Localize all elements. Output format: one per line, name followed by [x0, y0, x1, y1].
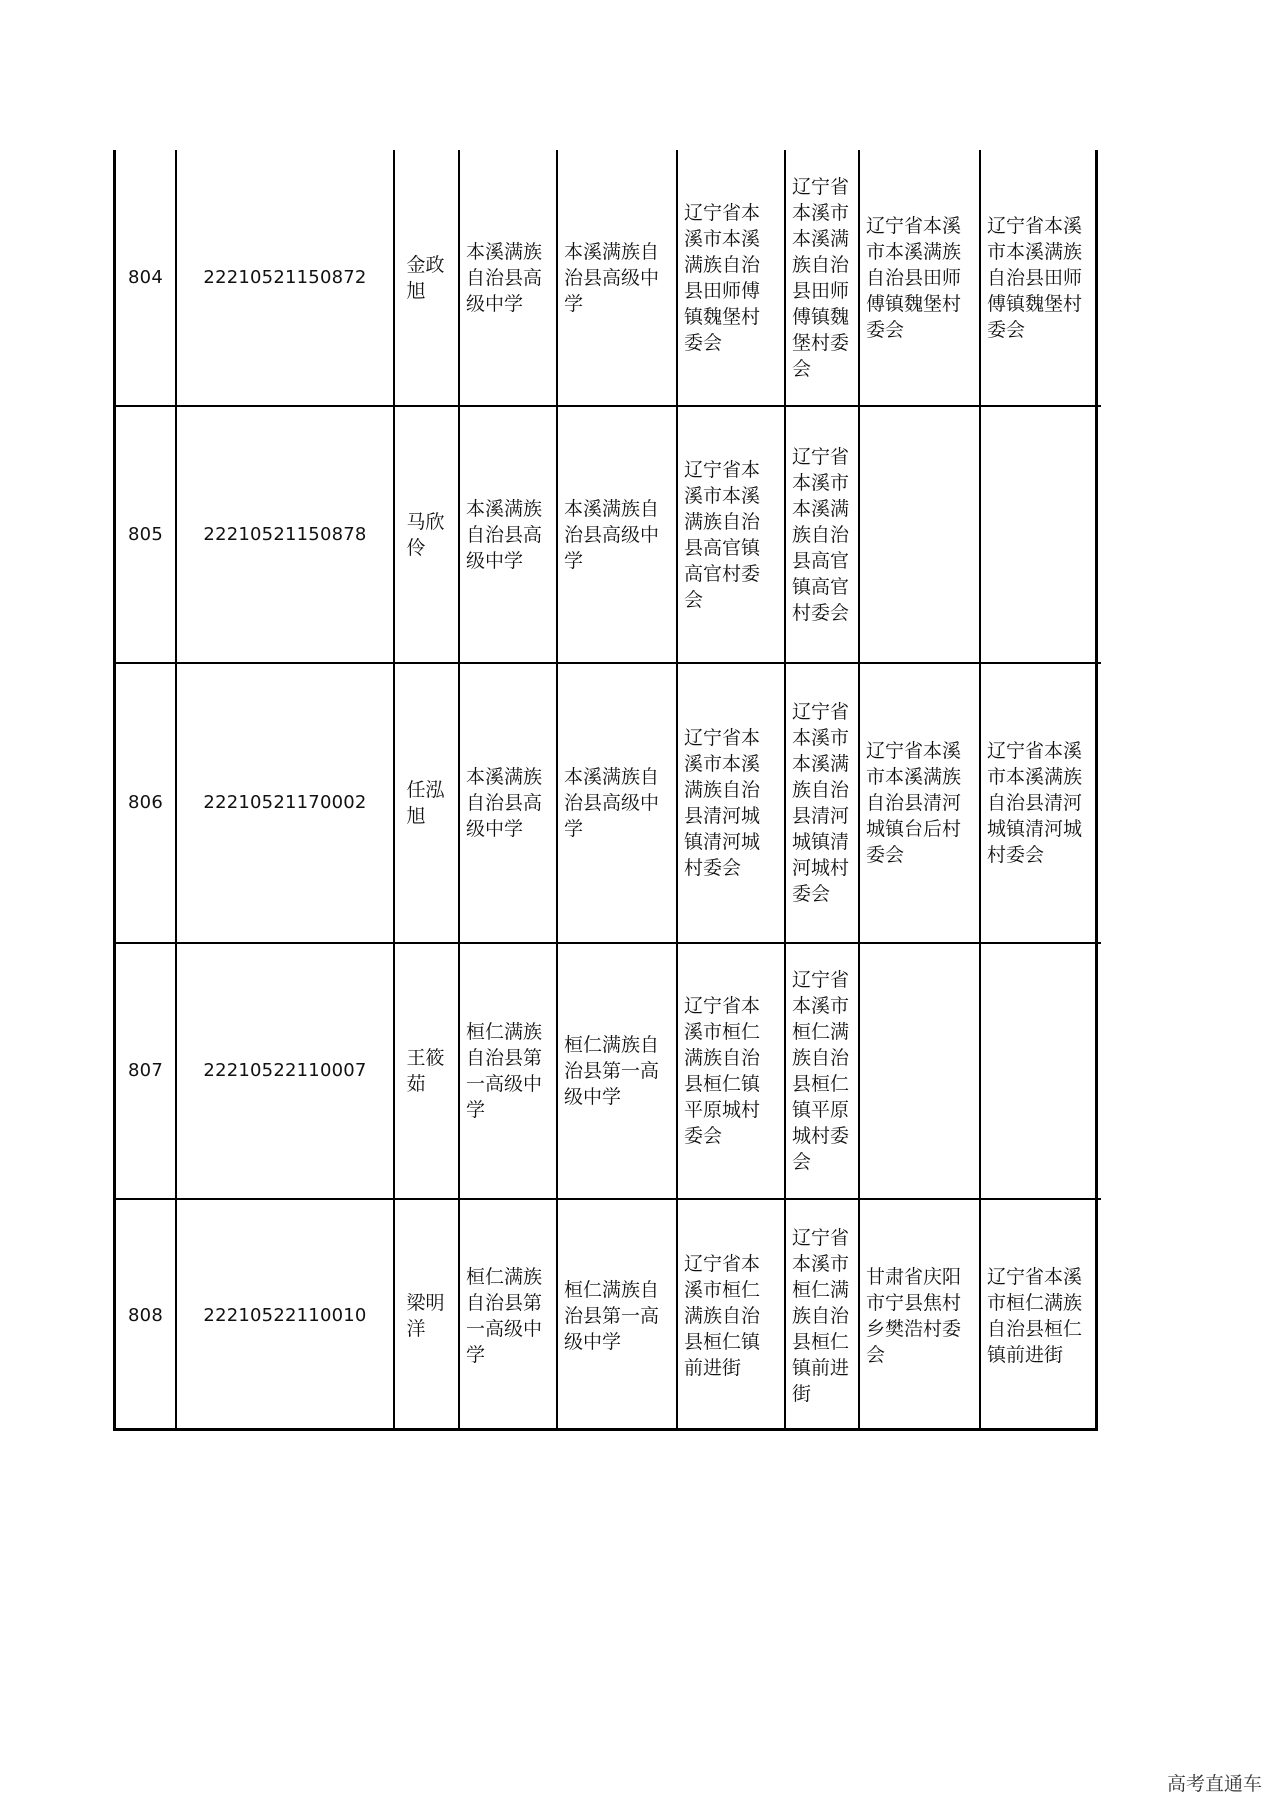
watermark-text: 高考直通车 [1166, 1773, 1262, 1795]
student-name [394, 150, 459, 406]
graduating-school: 本溪满族自治县高级中学 [459, 150, 557, 406]
student-name-text: 王筱茹 [406, 1047, 445, 1095]
row-number: 806 [116, 663, 176, 943]
address-1: 辽宁省本溪市桓仁满族自治县桓仁镇前进街 [677, 1199, 785, 1431]
address-1: 辽宁省本溪市本溪满族自治县高官镇高官村委会 [677, 406, 785, 663]
address-2: 辽宁省本溪市本溪满族自治县高官镇高官村委会 [785, 406, 859, 663]
table-row [116, 1199, 1101, 1431]
exam-id: 22210521150878 [176, 406, 394, 663]
exam-id: 22210521170002 [176, 663, 394, 943]
address-4 [980, 943, 1101, 1199]
address-1: 辽宁省本溪市本溪满族自治县田师傅镇魏堡村委会 [677, 150, 785, 406]
address-3 [859, 943, 980, 1199]
table-row [116, 406, 1101, 663]
address-1: 辽宁省本溪市桓仁满族自治县桓仁镇平原城村委会 [677, 943, 785, 1199]
address-2: 辽宁省本溪市桓仁满族自治县桓仁镇平原城村委会 [785, 943, 859, 1199]
graduating-school: 本溪满族自治县高级中学 [459, 406, 557, 663]
row-number: 807 [116, 943, 176, 1199]
student-name-text: 任泓旭 [406, 779, 445, 827]
roster-table-container [113, 150, 1098, 1431]
address-4: 辽宁省本溪市本溪满族自治县田师傅镇魏堡村委会 [980, 150, 1101, 406]
enrolled-school: 本溪满族自治县高级中学 [557, 150, 677, 406]
table-row [116, 663, 1101, 943]
student-name-text: 马欣伶 [406, 510, 445, 559]
exam-id: 22210522110010 [176, 1199, 394, 1431]
row-number: 804 [116, 150, 176, 406]
graduating-school: 桓仁满族自治县第一高级中学 [459, 1199, 557, 1431]
student-name [394, 1199, 459, 1431]
student-name [394, 943, 459, 1199]
roster-table [116, 150, 1101, 1431]
address-3: 甘肃省庆阳市宁县焦村乡樊浩村委会 [859, 1199, 980, 1431]
row-number: 805 [116, 406, 176, 663]
enrolled-school: 本溪满族自治县高级中学 [557, 663, 677, 943]
address-4: 辽宁省本溪市桓仁满族自治县桓仁镇前进街 [980, 1199, 1101, 1431]
exam-id: 22210522110007 [176, 943, 394, 1199]
student-name [394, 663, 459, 943]
address-4: 辽宁省本溪市本溪满族自治县清河城镇清河城村委会 [980, 663, 1101, 943]
graduating-school: 本溪满族自治县高级中学 [459, 663, 557, 943]
student-name-text: 金政旭 [406, 253, 445, 302]
address-3: 辽宁省本溪市本溪满族自治县清河城镇台后村委会 [859, 663, 980, 943]
student-name-text: 梁明洋 [406, 1291, 445, 1340]
address-4 [980, 406, 1101, 663]
student-name [394, 406, 459, 663]
address-1: 辽宁省本溪市本溪满族自治县清河城镇清河城村委会 [677, 663, 785, 943]
enrolled-school: 本溪满族自治县高级中学 [557, 406, 677, 663]
address-2: 辽宁省本溪市本溪满族自治县田师傅镇魏堡村委会 [785, 150, 859, 406]
graduating-school: 桓仁满族自治县第一高级中学 [459, 943, 557, 1199]
table-row [116, 943, 1101, 1199]
row-number: 808 [116, 1199, 176, 1431]
enrolled-school: 桓仁满族自治县第一高级中学 [557, 943, 677, 1199]
address-3: 辽宁省本溪市本溪满族自治县田师傅镇魏堡村委会 [859, 150, 980, 406]
table-row [116, 150, 1101, 406]
exam-id: 22210521150872 [176, 150, 394, 406]
enrolled-school: 桓仁满族自治县第一高级中学 [557, 1199, 677, 1431]
address-2: 辽宁省本溪市桓仁满族自治县桓仁镇前进街 [785, 1199, 859, 1431]
address-3 [859, 406, 980, 663]
address-2: 辽宁省本溪市本溪满族自治县清河城镇清河城村委会 [785, 663, 859, 943]
